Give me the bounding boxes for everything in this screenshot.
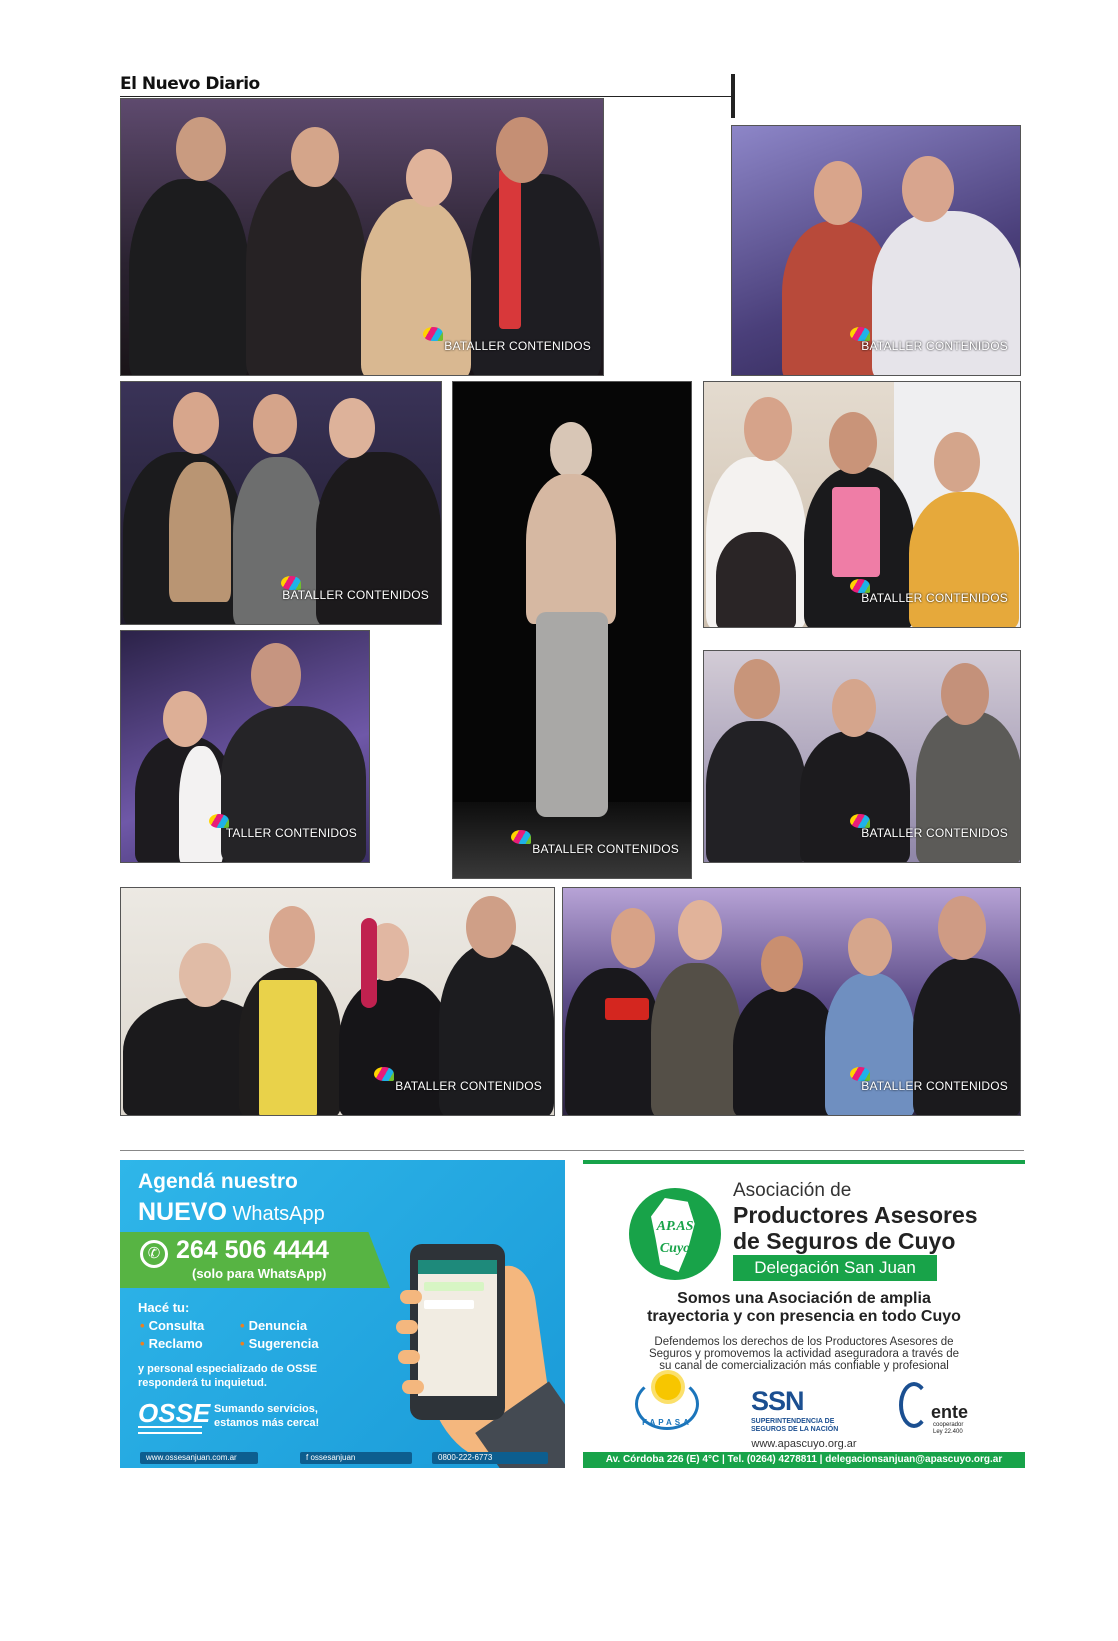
- photo-performer: [452, 381, 692, 879]
- photo-watermark: BATALLER CONTENIDOS: [532, 842, 679, 856]
- photo-watermark: BATALLER CONTENIDOS: [861, 826, 1008, 840]
- photo-watermark: BATALLER CONTENIDOS: [282, 588, 429, 602]
- photo-three-women-gallery: [703, 381, 1021, 628]
- finger-illustration: [396, 1320, 418, 1334]
- chat-bubble: [424, 1300, 474, 1309]
- fapasa-logo-text: FAPASA: [642, 1418, 692, 1427]
- ssn-logo-subtitle: SUPERINTENDENCIA DE SEGUROS DE LA NACIÓN: [751, 1418, 839, 1433]
- osse-whatsapp-ad: [120, 1160, 565, 1468]
- apas-website: www.apascuyo.org.ar: [751, 1438, 857, 1450]
- photo-watermark: BATALLER CONTENIDOS: [861, 1079, 1008, 1093]
- watermark-logo-icon: [511, 830, 531, 844]
- ente-logo: ente: [931, 1402, 969, 1422]
- whatsapp-icon: ✆: [140, 1240, 168, 1268]
- osse-option-reclamo: • Reclamo: [140, 1336, 203, 1351]
- osse-logo: OSSE: [138, 1398, 211, 1428]
- photo-group-four-adults: [120, 98, 604, 376]
- watermark-logo-icon: [374, 1067, 394, 1081]
- osse-option-denuncia: • Denuncia: [240, 1318, 307, 1333]
- photo-watermark: TALLER CONTENIDOS: [225, 826, 357, 840]
- osse-line1: Agendá nuestro: [138, 1170, 298, 1193]
- osse-line2: NUEVO WhatsApp: [138, 1198, 325, 1226]
- watermark-logo-icon: [423, 327, 443, 341]
- finger-illustration: [398, 1350, 420, 1364]
- apas-line1: Asociación de: [733, 1180, 852, 1201]
- fapasa-sun-icon: [655, 1374, 681, 1400]
- apas-headline: Somos una Asociación de amplia trayectoria y con presencia en todo Cuyo: [647, 1290, 961, 1325]
- osse-footer-social: f ossesanjuan: [300, 1452, 412, 1464]
- photo-three-women: [120, 381, 442, 625]
- header-rule-tick: [731, 74, 735, 118]
- header-rule: [120, 96, 732, 97]
- osse-phone-number: 264 506 4444: [176, 1236, 329, 1264]
- osse-hace-label: Hacé tu:: [138, 1300, 190, 1315]
- ente-logo-subtitle: cooperador Ley 22.400: [933, 1422, 964, 1435]
- section-divider: [120, 1150, 1024, 1151]
- photo-family-four: [120, 887, 555, 1116]
- photo-watermark: BATALLER CONTENIDOS: [444, 339, 591, 353]
- osse-footer-web: www.ossesanjuan.com.ar: [140, 1452, 258, 1464]
- photo-watermark: BATALLER CONTENIDOS: [861, 339, 1008, 353]
- finger-illustration: [402, 1380, 424, 1394]
- osse-slogan: Sumando servicios, estamos más cerca!: [214, 1403, 320, 1429]
- osse-logo-waves-icon: [138, 1426, 202, 1434]
- photo-watermark: BATALLER CONTENIDOS: [395, 1079, 542, 1093]
- apas-emblem-text: AP.AS Cuyo: [656, 1219, 694, 1256]
- apas-top-bar: [583, 1160, 1025, 1164]
- apas-cuyo-ad: [583, 1160, 1025, 1468]
- photo-young-group: [562, 887, 1021, 1116]
- ssn-logo: SSN: [751, 1386, 804, 1416]
- apas-contact-bar: Av. Córdoba 226 (E) 4°C | Tel. (0264) 4278811 | delegacionsanjuan@apascuyo.org.ar: [583, 1452, 1025, 1468]
- apas-body: Defendemos los derechos de los Productores Asesores de Seguros y promovemos la actividad aseguradora a través de su canal de comercialización más confiable y profesional: [648, 1336, 960, 1372]
- photo-two-women: [731, 125, 1021, 376]
- osse-option-sugerencia: • Sugerencia: [240, 1336, 319, 1351]
- osse-phone-note: (solo para WhatsApp): [192, 1266, 327, 1281]
- ente-logo-icon: [899, 1382, 929, 1428]
- apas-org-name: Productores Asesores de Seguros de Cuyo: [733, 1202, 978, 1254]
- photo-three-people-toast: [703, 650, 1021, 863]
- phone-screen: [418, 1260, 497, 1396]
- osse-option-consulta: • Consulta: [140, 1318, 204, 1333]
- chat-bubble: [424, 1282, 484, 1291]
- finger-illustration: [400, 1290, 422, 1304]
- apas-delegacion: Delegación San Juan: [733, 1255, 937, 1281]
- masthead: El Nuevo Diario: [120, 74, 260, 94]
- phone-screen-bar: [418, 1260, 497, 1274]
- photo-couple: [120, 630, 370, 863]
- photo-watermark: BATALLER CONTENIDOS: [861, 591, 1008, 605]
- osse-personal-text: y personal especializado de OSSE responderá tu inquietud.: [138, 1363, 318, 1389]
- osse-footer-phone: 0800-222-6773: [432, 1452, 548, 1464]
